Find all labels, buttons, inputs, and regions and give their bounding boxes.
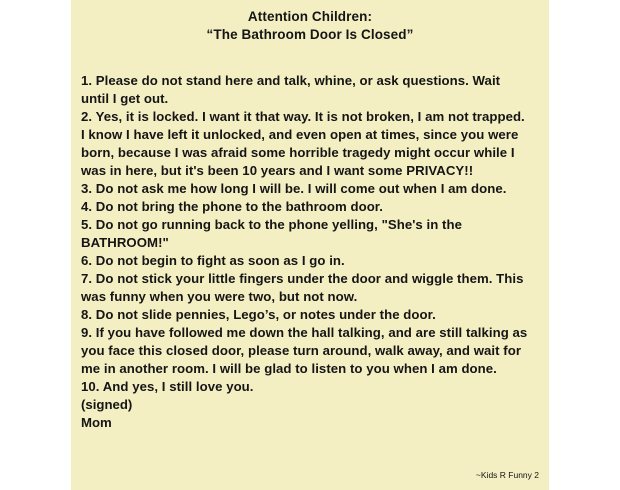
rules-list — [81, 72, 529, 432]
rule-item-5: 5. Do not go running back to the phone yelling, "She's in the BATHROOM!" — [81, 217, 462, 250]
rule-item-1: 1. Please do not stand here and talk, whine, or ask questions. Wait until I get out. — [81, 73, 501, 106]
rule-item-8: 8. Do not slide pennies, Lego’s, or notes under the door. — [81, 307, 436, 322]
rule-item-9: 9. If you have followed me down the hall talking, and are still talking as you face this closed door, please turn around, walk away, and wait for me in another room. I will be glad to listen to you when I am done. — [81, 325, 528, 376]
signed-note: (signed) — [81, 397, 133, 412]
rule-item-3: 3. Do not ask me how long I will be. I will come out when I am done. — [81, 181, 507, 196]
rule-item-4: 4. Do not bring the phone to the bathroom door. — [81, 199, 383, 214]
rule-item-7: 7. Do not stick your little fingers under the door and wiggle them. This was funny when you were two, but not now. — [81, 271, 524, 304]
title-line-attention: Attention Children: — [247, 9, 373, 24]
document-title — [81, 8, 539, 44]
rule-item-2: 2. Yes, it is locked. I want it that way. It is not broken, I am not trapped. I know I have left it unlocked, and even open at times, since you were born, because I was afraid some horrible tragedy might occur while I was in here, but it's been 10 years and I want some PRIVACY!! — [81, 109, 525, 178]
rule-item-10: 10. And yes, I still love you. — [81, 379, 254, 394]
note-card — [71, 0, 549, 490]
signature-mom: Mom — [81, 415, 112, 430]
rule-item-6: 6. Do not begin to fight as soon as I go in. — [81, 253, 345, 268]
title-line-door-closed: “The Bathroom Door Is Closed” — [206, 27, 414, 42]
source-credit: ~Kids R Funny 2 — [475, 470, 539, 480]
